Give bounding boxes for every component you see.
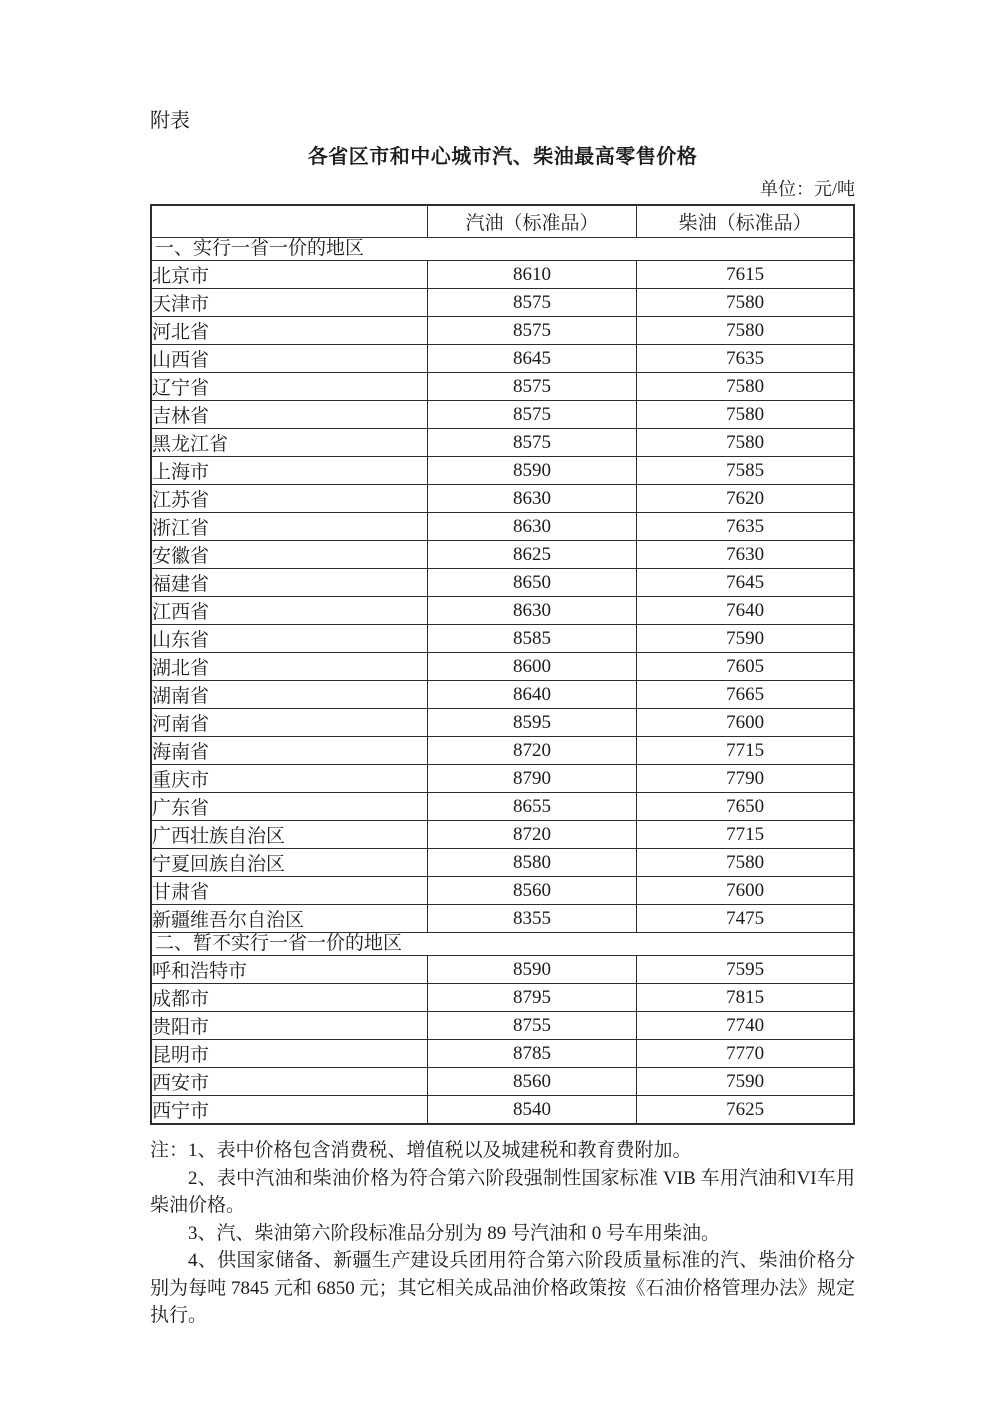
table-row [151,793,854,821]
diesel-price-cell: 7715 [637,737,854,765]
region-cell: 山西省 [151,345,427,373]
diesel-price-cell: 7790 [637,765,854,793]
table-row [151,1040,854,1068]
table-row [151,513,854,541]
diesel-price-cell: 7590 [637,1068,854,1096]
region-cell: 浙江省 [151,513,427,541]
region-cell: 安徽省 [151,541,427,569]
diesel-price-cell: 7640 [637,597,854,625]
table-row [151,345,854,373]
note-line: 4、供国家储备、新疆生产建设兵团用符合第六阶段质量标准的汽、柴油价格分别为每吨 7845 元和 6850 元；其它相关成品油价格政策按《石油价格管理办法》规定执行。 [150,1250,855,1326]
diesel-header-cell: 柴油（标准品） [637,205,854,238]
gasoline-price-cell: 8785 [427,1040,636,1068]
diesel-price-cell: 7595 [637,956,854,984]
region-cell: 贵阳市 [151,1012,427,1040]
region-cell: 甘肃省 [151,877,427,905]
page-title: 各省区市和中心城市汽、柴油最高零售价格 [307,146,698,168]
table-row [151,597,854,625]
diesel-price-cell: 7580 [637,429,854,457]
price-table-body [151,238,854,1125]
region-cell: 西宁市 [151,1096,427,1125]
table-row [151,401,854,429]
diesel-price-cell: 7645 [637,569,854,597]
diesel-price-cell: 7580 [637,289,854,317]
section-header-row [151,933,854,956]
table-row [151,569,854,597]
region-cell: 西安市 [151,1068,427,1096]
region-cell: 北京市 [151,261,427,289]
gasoline-price-cell: 8575 [427,401,636,429]
diesel-price-cell: 7600 [637,709,854,737]
gasoline-price-cell: 8720 [427,737,636,765]
gasoline-price-cell: 8630 [427,597,636,625]
gasoline-price-cell: 8790 [427,765,636,793]
diesel-price-cell: 7630 [637,541,854,569]
diesel-price-cell: 7715 [637,821,854,849]
diesel-price-cell: 7665 [637,681,854,709]
diesel-price-cell: 7650 [637,793,854,821]
gasoline-price-cell: 8600 [427,653,636,681]
diesel-price-cell: 7815 [637,984,854,1012]
table-row [151,709,854,737]
section-header: 一、实行一省一价的地区 [151,238,854,261]
table-row [151,261,854,289]
gasoline-price-cell: 8755 [427,1012,636,1040]
region-header-cell [151,205,427,238]
gasoline-price-cell: 8575 [427,317,636,345]
region-cell: 吉林省 [151,401,427,429]
gasoline-price-cell: 8575 [427,429,636,457]
gasoline-price-cell: 8630 [427,513,636,541]
diesel-price-cell: 7580 [637,849,854,877]
section-header: 二、暂不实行一省一价的地区 [151,933,854,956]
gasoline-price-cell: 8355 [427,905,636,933]
table-row [151,849,854,877]
table-row [151,1068,854,1096]
region-cell: 广东省 [151,793,427,821]
gasoline-price-cell: 8590 [427,956,636,984]
attachment-label: 附表 [150,110,190,132]
gasoline-price-cell: 8560 [427,1068,636,1096]
region-cell: 成都市 [151,984,427,1012]
table-row [151,905,854,933]
gasoline-price-cell: 8650 [427,569,636,597]
region-cell: 重庆市 [151,765,427,793]
gasoline-price-cell: 8630 [427,485,636,513]
region-cell: 新疆维吾尔自治区 [151,905,427,933]
gasoline-price-cell: 8595 [427,709,636,737]
region-cell: 天津市 [151,289,427,317]
region-cell: 辽宁省 [151,373,427,401]
gasoline-price-cell: 8590 [427,457,636,485]
diesel-price-cell: 7615 [637,261,854,289]
diesel-price-cell: 7605 [637,653,854,681]
table-row [151,877,854,905]
gasoline-price-cell: 8640 [427,681,636,709]
document-content [150,108,855,1330]
diesel-price-cell: 7580 [637,373,854,401]
region-cell: 江苏省 [151,485,427,513]
table-row [151,625,854,653]
diesel-price-cell: 7580 [637,317,854,345]
table-row [151,1096,854,1125]
diesel-price-cell: 7580 [637,401,854,429]
region-cell: 广西壮族自治区 [151,821,427,849]
table-row [151,457,854,485]
table-row [151,765,854,793]
region-cell: 黑龙江省 [151,429,427,457]
gasoline-price-cell: 8645 [427,345,636,373]
gasoline-price-cell: 8625 [427,541,636,569]
unit-label: 单位：元/吨 [759,179,855,199]
table-row [151,681,854,709]
gasoline-price-cell: 8560 [427,877,636,905]
table-row [151,317,854,345]
gasoline-price-cell: 8610 [427,261,636,289]
region-cell: 昆明市 [151,1040,427,1068]
region-cell: 江西省 [151,597,427,625]
diesel-price-cell: 7585 [637,457,854,485]
table-row [151,653,854,681]
diesel-price-cell: 7635 [637,345,854,373]
gasoline-price-cell: 8580 [427,849,636,877]
section-header-row [151,238,854,261]
region-cell: 湖北省 [151,653,427,681]
table-row [151,429,854,457]
region-cell: 上海市 [151,457,427,485]
region-cell: 山东省 [151,625,427,653]
note-line: 注：1、表中价格包含消费税、增值税以及城建税和教育费附加。 [150,1140,692,1161]
region-cell: 湖南省 [151,681,427,709]
gasoline-price-cell: 8575 [427,289,636,317]
diesel-price-cell: 7770 [637,1040,854,1068]
table-row [151,984,854,1012]
table-row [151,956,854,984]
region-cell: 呼和浩特市 [151,956,427,984]
diesel-price-cell: 7635 [637,513,854,541]
table-header-row [151,205,854,238]
note-line: 3、汽、柴油第六阶段标准品分别为 89 号汽油和 0 号车用柴油。 [188,1222,721,1244]
region-cell: 河北省 [151,317,427,345]
gasoline-price-cell: 8720 [427,821,636,849]
region-cell: 海南省 [151,737,427,765]
region-cell: 宁夏回族自治区 [151,849,427,877]
notes [150,1137,855,1330]
diesel-price-cell: 7625 [637,1096,854,1125]
table-row [151,1012,854,1040]
note-line: 2、表中汽油和柴油价格为符合第六阶段强制性国家标准 VIB 车用汽油和VI车用柴油价格。 [150,1167,855,1216]
diesel-price-cell: 7475 [637,905,854,933]
gasoline-price-cell: 8575 [427,373,636,401]
region-cell: 河南省 [151,709,427,737]
gasoline-price-cell: 8655 [427,793,636,821]
gasoline-price-cell: 8795 [427,984,636,1012]
table-row [151,373,854,401]
table-row [151,289,854,317]
table-row [151,821,854,849]
gasoline-price-cell: 8585 [427,625,636,653]
region-cell: 福建省 [151,569,427,597]
table-row [151,485,854,513]
gasoline-header-cell: 汽油（标准品） [427,205,636,238]
table-row [151,541,854,569]
diesel-price-cell: 7590 [637,625,854,653]
gasoline-price-cell: 8540 [427,1096,636,1125]
diesel-price-cell: 7740 [637,1012,854,1040]
diesel-price-cell: 7620 [637,485,854,513]
price-table [150,204,855,1125]
table-row [151,737,854,765]
diesel-price-cell: 7600 [637,877,854,905]
